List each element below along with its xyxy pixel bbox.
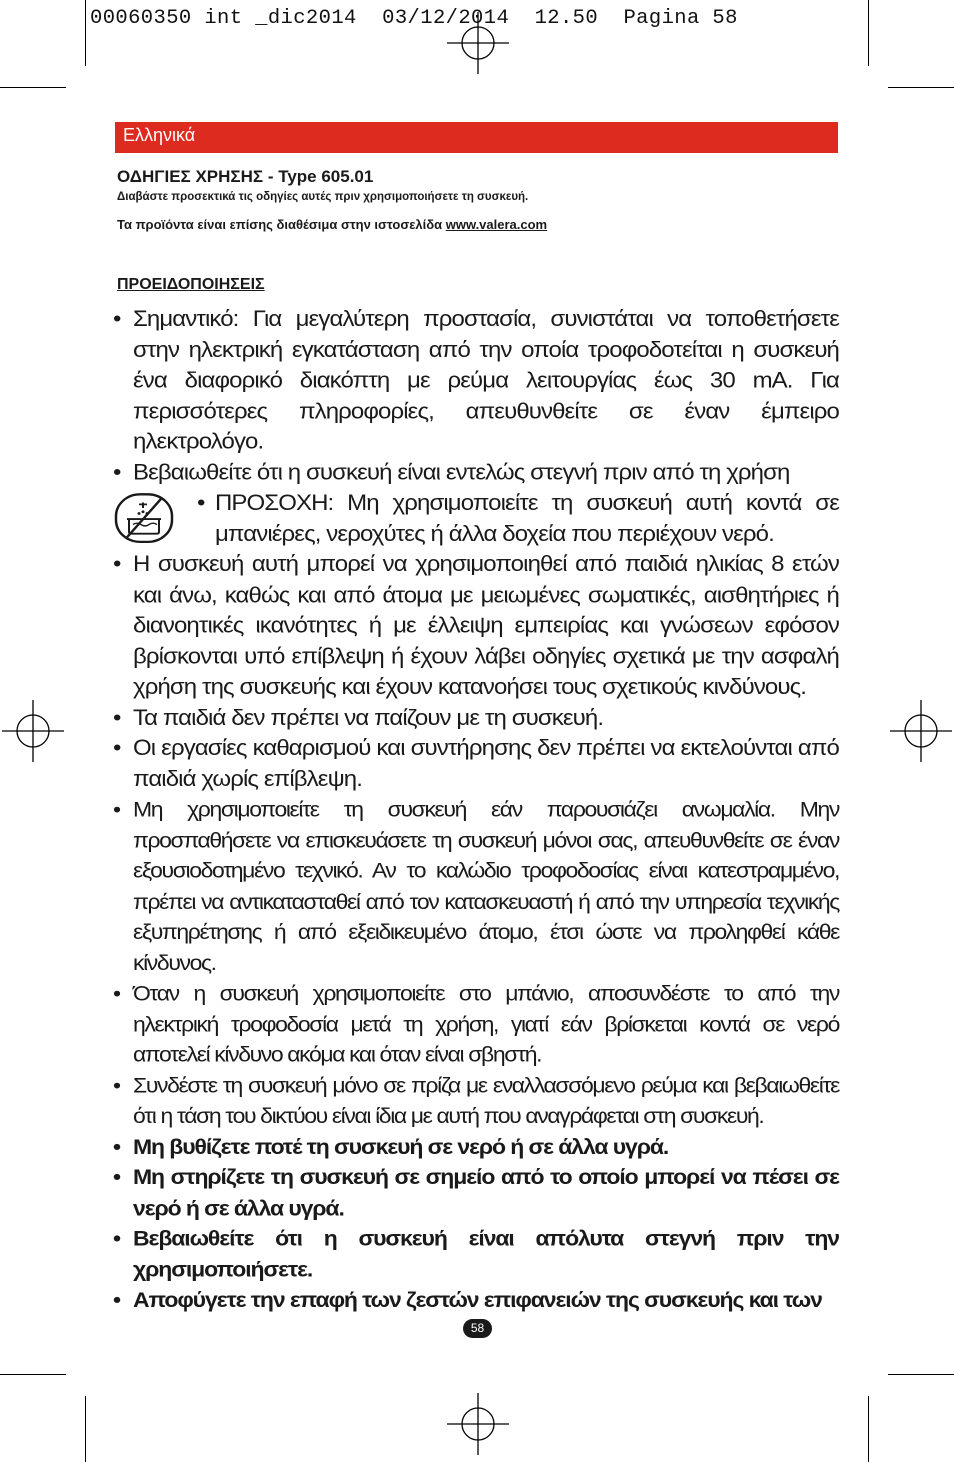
list-item: • Οι εργασίες καθαρισμού και συντήρησης δεν πρέπει να εκτελούνται από παιδιά χωρίς επίβλεψη. [113, 733, 839, 794]
availability-note [117, 217, 547, 232]
list-item: • Μη χρησιμοποιείτε τη συσκευή εάν παρουσιάζει ανωμαλία. Μην προσπαθήσετε να επισκευάσετε τη συσκευή μόνοι σας, απευθυνθείτε σε έναν εξουσιοδοτημένο τεχνικό. Αν το καλώδιο τροφοδοσίας είναι κατεστραμμένο, πρέπει να αντικατασταθεί από τον κατασκευαστή ή από την υπηρεσία τεχνικής εξυπηρέτησης ή από εξειδικευμένο άτομο, έτσι ώστε να προληφθεί κάθε κίνδυνος. [113, 794, 839, 978]
crop-mark [85, 1396, 86, 1462]
website-link[interactable]: www.valera.com [445, 217, 548, 232]
list-item: • ΠΡΟΣΟΧΗ: Μη χρησιμοποιείτε τη συσκευή αυτή κοντά σε μπανιέρες, νεροχύτες ή άλλα δοχεία που περιέχουν νερό. [197, 488, 839, 549]
read-instructions-note: Διαβάστε προσεκτικά τις οδηγίες αυτές πριν χρησιμοποιήσετε τη συσκευή. [117, 191, 529, 203]
availability-text: Τα προϊόντα είναι επίσης διαθέσιμα στην ιστοσελίδα [117, 217, 446, 232]
list-item: • Αποφύγετε την επαφή των ζεστών επιφανειών της συσκευής και των [113, 1285, 839, 1316]
list-item: • Η συσκευή αυτή μπορεί να χρησιμοποιηθεί από παιδιά ηλικίας 8 ετών και άνω, καθώς και από άτομα με μειωμένες σωματικές, αισθητήριες ή διανοητικές ικανότητες ή με έλλειψη εμπειρίας και γνώσεων εφόσον βρίσκονται υπό επίβλεψη ή έχουν λάβει οδηγίες σχετικά με την ασφαλή χρήση της συσκευής και έχουν κατανοήσει τους σχετικούς κινδύνους. [113, 549, 839, 702]
registration-mark-icon [890, 700, 952, 762]
list-item: • Συνδέστε τη συσκευή μόνο σε πρίζα με εναλλασσόμενο ρεύμα και βεβαιωθείτε ότι η τάση του δικτύου είναι ίδια με αυτή που αναγράφεται στη συσκευή. [113, 1070, 839, 1131]
list-item: • Βεβαιωθείτε ότι η συσκευή είναι απόλυτα στεγνή πριν την χρησιμοποιήσετε. [113, 1224, 839, 1285]
document-title: ΟΔΗΓΙΕΣ ΧΡΗΣΗΣ - Type 605.01 [117, 167, 374, 186]
warnings-heading: ΠΡΟΕΙΔΟΠΟΙΗΣΕΙΣ [117, 276, 265, 293]
crop-mark [888, 87, 954, 88]
language-label: Ελληνικά [123, 125, 196, 145]
crop-mark [0, 1374, 66, 1375]
crop-mark [868, 0, 869, 66]
crop-mark [888, 1374, 954, 1375]
list-item: • Βεβαιωθείτε ότι η συσκευή είναι εντελώς στεγνή πριν από τη χρήση [113, 457, 839, 488]
list-item: • Σημαντικό: Για μεγαλύτερη προστασία, συνιστάται να τοποθετήσετε στην ηλεκτρική εγκατάσταση από την οποία τροφοδοτείται η συσκευή ένα διαφορικό διακόπτη με ρεύμα λειτουργίας έως 30 mA. Για περισσότερες πληροφορίες, απευθυνθείτε σε έναν έμπειρο ηλεκτρολόγο. [113, 304, 839, 457]
registration-mark-icon [2, 700, 64, 762]
list-item: • Μη στηρίζετε τη συσκευή σε σημείο από το οποίο μπορεί να πέσει σε νερό ή σε άλλα υγρά. [113, 1162, 839, 1223]
warning-with-icon [113, 488, 839, 549]
print-header: 00060350 int _dic2014 03/12/2014 12.50 Pagina 58 [90, 7, 738, 30]
list-item: • Τα παιδιά δεν πρέπει να παίζουν με τη συσκευή. [113, 702, 839, 733]
registration-mark-icon [447, 12, 509, 74]
list-item: • Μη βυθίζετε ποτέ τη συσκευή σε νερό ή σε άλλα υγρά. [113, 1132, 839, 1163]
language-bar [115, 122, 838, 153]
warnings-list [113, 304, 839, 1316]
crop-mark [0, 87, 66, 88]
list-item: • Όταν η συσκευή χρησιμοποιείτε στο μπάνιο, αποσυνδέστε το από την ηλεκτρική τροφοδοσία μετά τη χρήση, γιατί εάν βρίσκεται κοντά σε νερό αποτελεί κίνδυνο ακόμα και όταν είναι σβηστή. [113, 978, 839, 1070]
crop-mark [868, 1396, 869, 1462]
crop-mark [85, 0, 86, 66]
page-number-badge: 58 [463, 1319, 492, 1338]
no-use-near-bathtub-icon [113, 492, 175, 545]
registration-mark-icon [447, 1393, 509, 1455]
